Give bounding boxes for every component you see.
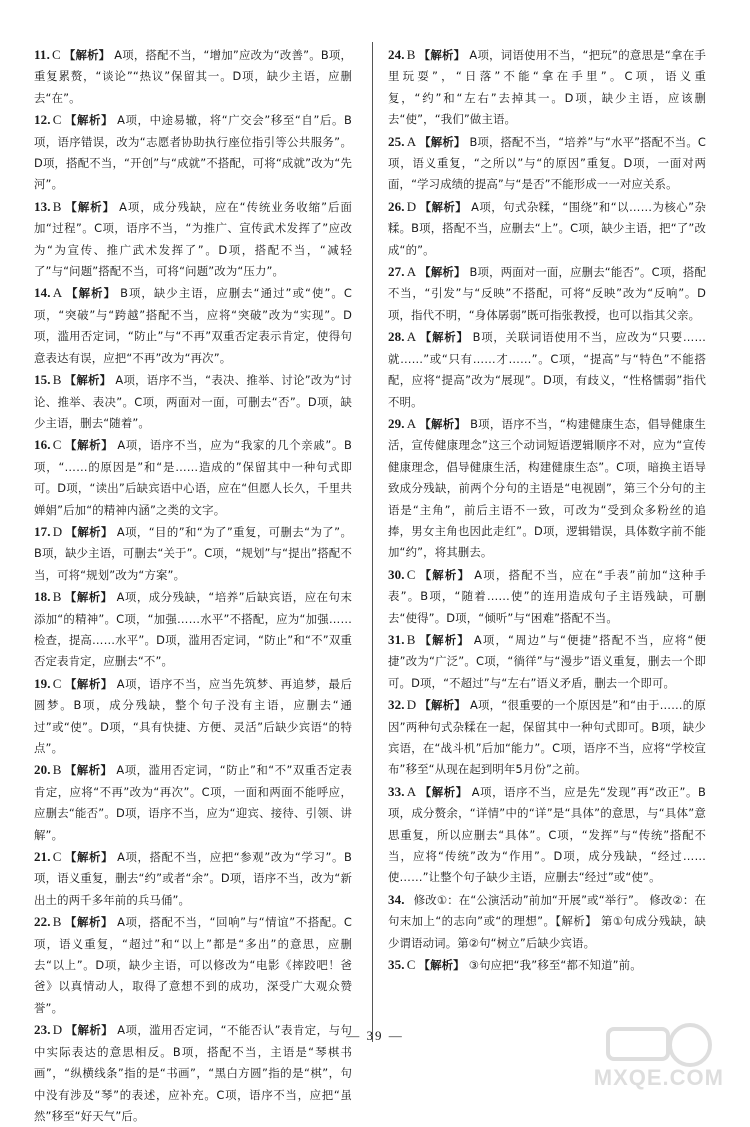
question-number: 32. bbox=[388, 697, 405, 713]
answer-choice: B bbox=[52, 198, 62, 214]
analysis-tag: 【解析】 bbox=[419, 698, 466, 713]
answer-entry bbox=[34, 521, 352, 586]
analysis-text: A项，“很重要的一个原因是”和“由于……的原因”两种句式杂糅在一起，保留其中一种句式即可。B项，缺少宾语，在“战斗机”后加“能力”。C项，语序不当，应将“学校宣布”移至“从现在起到明年5月份”之前。 bbox=[388, 698, 706, 777]
analysis-text: A项，成分残缺，“培养”后缺宾语，应在句末添加“的精神”。C项，“加强……水平”不搭配，应为“加强……检查，提高……水平”。D项，滥用否定词，“防止”和“不”双重否定表肯定，应删去“不”。 bbox=[34, 590, 352, 669]
analysis-tag: 【解析】 bbox=[64, 676, 113, 691]
answer-entry bbox=[388, 954, 706, 976]
answer-entry bbox=[34, 434, 352, 521]
analysis-tag: 【解析】 bbox=[64, 199, 116, 214]
question-number: 11. bbox=[34, 47, 50, 62]
analysis-tag: 【解析】 bbox=[419, 330, 469, 345]
question-number: 14. bbox=[34, 285, 51, 301]
analysis-tag: 【解析】 bbox=[64, 850, 114, 865]
answer-entry bbox=[34, 196, 352, 283]
analysis-text: A项，搭配不当，应在“手表”前加“这种手表”。B项，“随着……使”的连用造成句子主语残缺，可删去“使得”。D项，“倾听”与“困难”搭配不当。 bbox=[388, 567, 706, 625]
answer-choice: C bbox=[52, 675, 62, 691]
column-divider bbox=[372, 42, 373, 1042]
answer-entry bbox=[34, 44, 352, 109]
answer-choice: A bbox=[406, 415, 417, 431]
answer-choice: B bbox=[52, 762, 62, 778]
question-number: 25. bbox=[388, 133, 405, 149]
answer-entry bbox=[34, 586, 352, 673]
question-number: 19. bbox=[34, 675, 51, 691]
analysis-tag: 【解析】 bbox=[64, 763, 113, 778]
analysis-text: A项，搭配不当，“回响”与“情谊”不搭配。C项，语义重复，“超过”和“以上”都是“多出”的意思，应删去“以上”。D项，缺少主语，可以修改为“电影《摔跤吧！爸爸》以真情动人，取得了意想不到的成功，深受广大观众赞誉”。 bbox=[34, 915, 352, 1015]
answer-entry bbox=[34, 673, 352, 760]
question-number: 27. bbox=[388, 264, 405, 280]
analysis-text: B项，缺少主语，应删去“通过”或“使”。C项，“突破”与“跨越”搭配不当，应将“突破”改为“实现”。D项，滥用否定词，“防止”与“不再”双重否定表示肯定，使得句意表达有误，应把“不再”改为“再次”。 bbox=[34, 286, 352, 365]
answer-choice: B bbox=[52, 914, 62, 930]
analysis-text: A项，语序不当，应当先筑梦、再追梦，最后圆梦。B项，成分残缺，整个句子没有主语，应删去“通过”或“使”。D项，“具有快捷、方便、灵活”后缺少宾语“的特点”。 bbox=[34, 676, 352, 755]
answer-entry bbox=[34, 282, 352, 369]
analysis-tag: 【解析】 bbox=[64, 915, 114, 930]
answer-entry bbox=[34, 911, 352, 1019]
question-number: 33. bbox=[388, 783, 405, 799]
answer-choice: A bbox=[406, 264, 417, 280]
analysis-text: A项，句式杂糅，“围绕”和“以……为核心”杂糅。B项，搭配不当，应删去“上”。C项，缺少主语，把“了”改成“的”。 bbox=[388, 199, 706, 257]
answer-choice: C bbox=[52, 437, 62, 453]
answer-choice: C bbox=[52, 849, 62, 865]
answer-entry bbox=[388, 261, 706, 326]
analysis-text: A项，滥用否定词，“不能否认”表肯定，与句中实际表达的意思相反。B项，搭配不当，主语是“琴棋书画”，“纵横线条”指的是“书画”，“黑白方圆”指的是“棋”，句中没有涉及“琴”的表述，应补充。C项，语序不当，应把“虽然”移至“好天气”后。 bbox=[34, 1023, 353, 1123]
question-number: 31. bbox=[388, 631, 405, 647]
question-number: 22. bbox=[34, 914, 51, 930]
right-column bbox=[388, 44, 706, 976]
answer-entry bbox=[388, 413, 706, 564]
analysis-text: B项，两面对一面，应删去“能否”。C项，搭配不当，“引发”与“反映”不搭配，可将“反映”改为“反响”。D项，指代不明，“身体孱弱”既可指张教授，也可以指其父亲。 bbox=[388, 265, 706, 322]
answer-entry bbox=[388, 564, 706, 629]
question-number: 16. bbox=[34, 437, 51, 453]
analysis-tag: 【解析】 bbox=[64, 113, 114, 128]
analysis-tag: 【解析】 bbox=[64, 438, 114, 453]
question-number: 35. bbox=[388, 957, 405, 973]
analysis-tag: 【解析】 bbox=[64, 590, 113, 605]
answer-entry bbox=[388, 694, 706, 781]
answer-choice: C bbox=[52, 112, 62, 128]
question-number: 21. bbox=[34, 849, 51, 865]
answer-choice: B bbox=[52, 372, 62, 388]
answer-choice: D bbox=[406, 697, 417, 713]
analysis-text: A项，中途易辙，将“广交会”移至“自”后。B项，语序错误，改为“志愿者协助执行座位指引等公共服务”。D项，搭配不当，“开创”与“成就”不搭配，可将“成就”改为“先河”。 bbox=[34, 113, 352, 192]
analysis-tag: 【解析】 bbox=[64, 373, 112, 388]
analysis-text: B项，搭配不当，“培养”与“水平”搭配不当。C项，语义重复，“之所以”与“的原因”重复。D项，一面对两面，“学习成绩的提高”与“是否”不能形成一一对应关系。 bbox=[388, 134, 706, 192]
answer-entry bbox=[388, 196, 706, 261]
question-number: 30. bbox=[388, 566, 405, 582]
question-number: 24. bbox=[388, 47, 405, 62]
watermark-text: MXQE.COM bbox=[593, 1065, 724, 1090]
answer-choice: B bbox=[52, 589, 62, 605]
analysis-text: A项，搭配不当，“增加”应改为“改善”。B项，重复累赘，“谈论”“热议”保留其一。D项，缺少主语，应删去“在”。 bbox=[34, 48, 352, 105]
answer-entry bbox=[388, 326, 706, 413]
analysis-text: B项，关联词语使用不当，应改为“只要……就……”或“只有……才……”。C项，“提高”与“特色”不能搭配，应将“提高”改为“展现”。D项，有歧义，“性格懦弱”指代不明。 bbox=[388, 330, 706, 409]
analysis-tag: 【解析】 bbox=[63, 48, 111, 62]
analysis-text: A项，“目的”和“为了”重复，可删去“为了”。B项，缺少主语，可删去“关于”。C项，“规划”与“提出”搭配不当，可将“规划”改为“方案”。 bbox=[34, 524, 352, 582]
analysis-tag: 【解析】 bbox=[419, 134, 466, 149]
analysis-tag: 【解析】 bbox=[65, 286, 117, 301]
answer-choice: D bbox=[52, 523, 63, 539]
analysis-text: B项，语序不当，“构建健康生态，倡导健康生活，宣传健康理念”这三个动词短语逻辑顺序不对，应为“宣传健康理念，倡导健康生活，构建健康生态”。C项，暗换主语导致成分残缺，前两个分句的主语是“电视剧”，第三个分句的主语是“主角”，前后主语不一致，可改为“受到众多粉丝的追捧，男女主角也因此走红”。D项，逻辑错误，具体数字前不能加“约”，将其删去。 bbox=[388, 416, 706, 560]
question-number: 12. bbox=[34, 112, 51, 128]
answer-entry bbox=[388, 781, 706, 889]
answer-entry bbox=[388, 889, 706, 954]
analysis-tag: 【解析】 bbox=[65, 1023, 114, 1038]
analysis-text: A项，词语使用不当，“把玩”的意思是“拿在手里玩耍”，“日落”不能“拿在手里”。C项，语义重复，“约”和“左右”去掉其一。D项，缺少主语，应该删去“使”，“我们”做主语。 bbox=[388, 48, 707, 127]
answer-entry bbox=[34, 846, 352, 911]
page-number: — 39 — bbox=[346, 1028, 404, 1043]
answer-choice: D bbox=[52, 1022, 63, 1038]
answer-choice: A bbox=[406, 329, 417, 345]
question-number: 26. bbox=[388, 198, 405, 214]
answer-choice: C bbox=[406, 566, 416, 582]
watermark-logo bbox=[578, 1021, 728, 1091]
question-number: 23. bbox=[34, 1022, 51, 1038]
answer-choice: C bbox=[51, 47, 61, 62]
question-number: 17. bbox=[34, 523, 51, 539]
question-number: 20. bbox=[34, 762, 51, 778]
question-number: 29. bbox=[388, 415, 405, 431]
answer-entry bbox=[34, 369, 352, 434]
answer-entry bbox=[388, 629, 706, 694]
question-number: 15. bbox=[34, 372, 51, 388]
analysis-text: A项，成分残缺，应在“传统业务收缩”后面加“过程”。C项，语序不当，“为推广、宣传武术发挥了”应改为“为宣传、推广武术发挥了”。D项，搭配不当，“减轻了”与“问题”搭配不当，可将“问题”改为“压力”。 bbox=[34, 199, 352, 279]
answer-choice: A bbox=[406, 133, 417, 149]
analysis-text: A项，语序不当，“表决、推举、讨论”改为“讨论、推举、表决”。C项，两面对一面，可删去“否”。D项，缺少主语，删去“随着”。 bbox=[34, 373, 353, 430]
question-number: 34. bbox=[388, 891, 405, 907]
analysis-text: A项，滥用否定词，“防止”和“不”双重否定表肯定，应将“不再”改为“再次”。C项，一面和两面不能呼应，应删去“能否”。D项，语序不当，应为“迎宾、接待、引领、讲解”。 bbox=[34, 763, 352, 842]
analysis-tag: 【解析】 bbox=[419, 265, 466, 280]
answer-entry bbox=[388, 131, 706, 196]
analysis-text: ③句应把“我”移至“都不知道”前。 bbox=[468, 958, 642, 973]
answer-choice: B bbox=[406, 47, 416, 62]
question-number: 28. bbox=[388, 329, 405, 345]
question-number: 18. bbox=[34, 589, 51, 605]
answer-choice: B bbox=[406, 631, 416, 647]
answer-choice: A bbox=[406, 783, 417, 799]
analysis-text: A项，“周边”与“便捷”搭配不当，应将“便捷”改为“广泛”。C项，“徜徉”与“漫步”语义重复，删去一个即可。D项，“不超过”与“左右”语义矛盾，删去一个即可。 bbox=[388, 632, 707, 690]
analysis-text: A项，语序不当，应为“我家的几个亲戚”。B项，“……的原因是”和“是……造成的”保留其中一种句式即可。D项，“读出”后缺宾语中心语，应在“但愿人长久，千里共婵娟”后加“的精神内涵”之类的文字。 bbox=[34, 438, 353, 517]
analysis-text: A项，搭配不当，应把“参观”改为“学习”。B项，语义重复，删去“约”或者“余”。D项，语序不当，改为“新出土的两千多年前的兵马俑”。 bbox=[34, 850, 352, 907]
analysis-tag: 【解析】 bbox=[419, 199, 468, 214]
question-number: 13. bbox=[34, 198, 51, 214]
analysis-tag: 【解析】 bbox=[418, 632, 470, 647]
answer-entry bbox=[34, 109, 352, 196]
analysis-tag: 【解析】 bbox=[419, 784, 468, 799]
analysis-tag: 【解析】 bbox=[418, 48, 466, 62]
answer-choice: A bbox=[52, 285, 63, 301]
analysis-tag: 【解析】 bbox=[418, 958, 465, 973]
analysis-text: A项，语序不当，应是先“发现”再“改正”。B项，成分赘余，“详情”中的“详”是“具体”的意思，与“具体”意思重复，所以应删去“具体”。C项，“发挥”与“传统”搭配不当，应将“传统”改为“作用”。D项，成分残缺，“经过……使……”让整个句子缺少主语，应删去“经过”或“使”。 bbox=[388, 784, 706, 885]
analysis-tag: 【解析】 bbox=[418, 567, 471, 582]
analysis-tag: 【解析】 bbox=[65, 524, 113, 539]
analysis-tag: 【解析】 bbox=[419, 416, 467, 431]
left-column bbox=[34, 44, 352, 1127]
answer-choice: C bbox=[406, 957, 416, 973]
analysis-text: 修改①：在“公演活动”前加“开展”或“举行”。 修改②：在句末加上“的志向”或“的理想”。【解析】 第①句成分残缺，缺少谓语动词。第②句“树立”后缺少宾语。 bbox=[388, 892, 706, 950]
answer-entry bbox=[34, 759, 352, 846]
answer-entry bbox=[388, 44, 706, 131]
answer-choice: D bbox=[406, 198, 417, 214]
